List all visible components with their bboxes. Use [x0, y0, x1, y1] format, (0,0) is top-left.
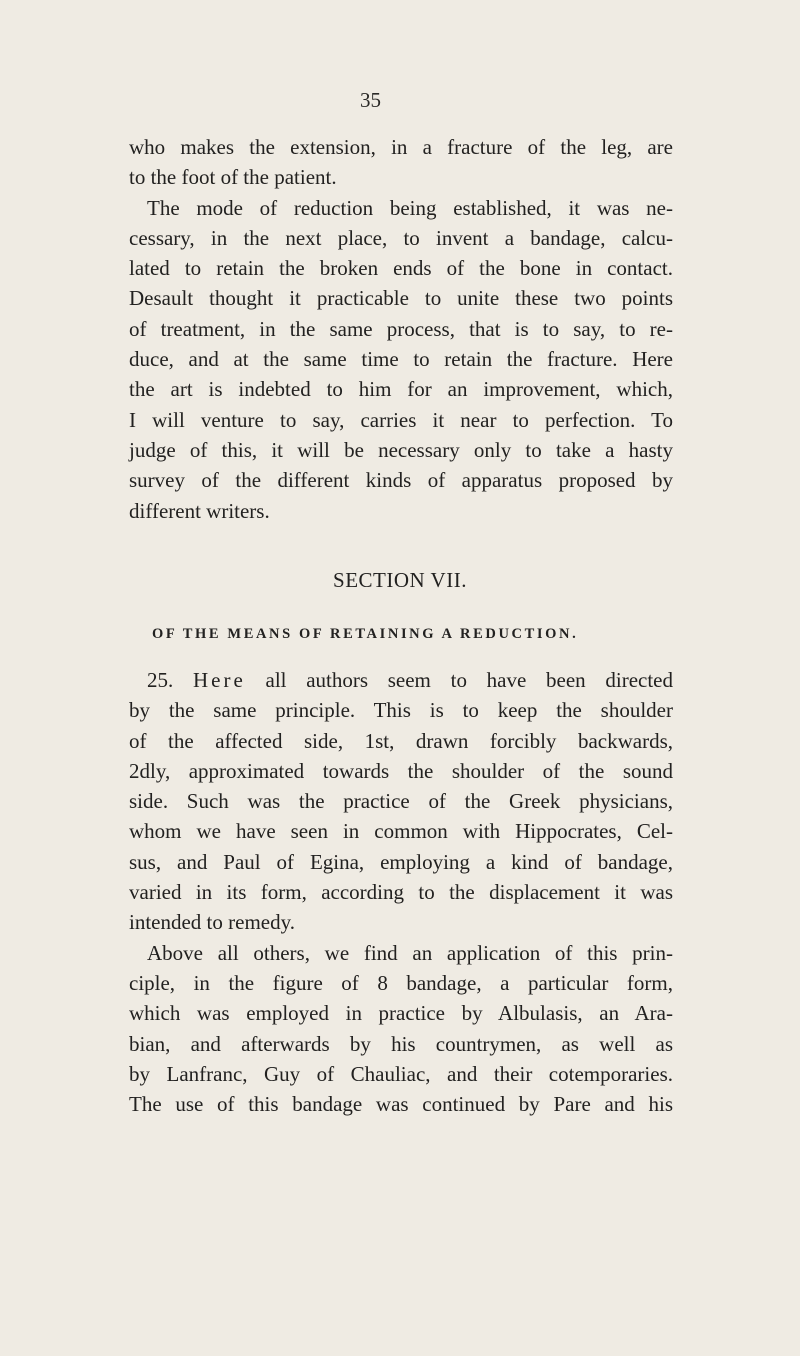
text-line: The mode of reduction being established, it was ne- [147, 195, 673, 220]
section-title: SECTION VII. [333, 568, 467, 592]
text-line: lated to retain the broken ends of the bone in contact. [129, 256, 673, 281]
text-line: of treatment, in the same process, that is to say, to re- [129, 316, 673, 341]
text-line: which was employed in practice by Albulasis, an Ara- [129, 1001, 673, 1026]
lead-word: Here [192, 668, 246, 692]
lead-line-rest: all authors seem to have been directed [265, 668, 674, 692]
text-line: cessary, in the next place, to invent a bandage, calcu- [129, 225, 673, 250]
text-block-bottom [129, 665, 673, 1119]
text-line: the art is indebted to him for an improvement, which, [129, 377, 673, 402]
text-line: intended to remedy. [129, 910, 296, 935]
text-line: by the same principle. This is to keep the shoulder [129, 698, 673, 723]
text-line: sus, and Paul of Egina, employing a kind of bandage, [129, 849, 673, 874]
text-line: bian, and afterwards by his countrymen, as well as [129, 1031, 673, 1056]
text-line: by Lanfranc, Guy of Chauliac, and their cotemporaries. [129, 1061, 673, 1086]
section-subtitle: OF THE MEANS OF RETAINING A REDUCTION. [152, 626, 579, 642]
text-line: The use of this bandage was continued by Pare and his [129, 1092, 673, 1117]
text-line: Desault thought it practicable to unite these two points [129, 286, 673, 311]
text-block-top [129, 132, 673, 526]
text-line: I will venture to say, carries it near to perfection. To [129, 407, 673, 432]
page-number: 35 [360, 88, 381, 112]
text-line: duce, and at the same time to retain the fracture. Here [129, 347, 673, 372]
text-line [129, 665, 673, 695]
text-line: to the foot of the patient. [129, 165, 337, 190]
text-line: who makes the extension, in a fracture of the leg, are [129, 135, 673, 159]
text-line: Above all others, we find an application of this prin- [147, 940, 673, 965]
text-line: whom we have seen in common with Hippocrates, Cel- [129, 819, 673, 844]
text-line: survey of the different kinds of apparatus proposed by [129, 468, 673, 493]
text-line: varied in its form, according to the displacement it was [129, 880, 673, 905]
text-line: ciple, in the figure of 8 bandage, a particular form, [129, 970, 673, 995]
text-line: 2dly, approximated towards the shoulder of the sound [129, 758, 673, 783]
text-line: side. Such was the practice of the Greek physicians, [129, 789, 673, 814]
text-line: of the affected side, 1st, drawn forcibly backwards, [129, 728, 673, 753]
paragraph-number: 25. [147, 668, 174, 692]
text-line: judge of this, it will be necessary only to take a hasty [129, 437, 673, 462]
text-line: different writers. [129, 498, 270, 523]
